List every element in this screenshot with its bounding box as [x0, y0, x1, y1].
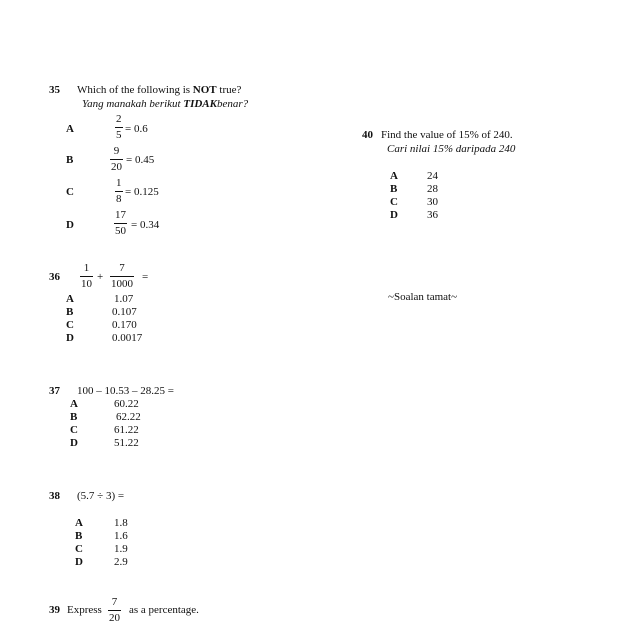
- option-letter: A: [70, 398, 78, 410]
- question-number: 37: [49, 385, 60, 397]
- option-letter: A: [66, 293, 74, 305]
- question-number: 36: [49, 271, 60, 283]
- option-letter: C: [66, 319, 74, 331]
- option-value: 0.107: [112, 306, 137, 318]
- question-text: 100 – 10.53 – 28.25 =: [77, 385, 174, 397]
- option-letter: D: [66, 219, 74, 231]
- option-letter: D: [70, 437, 78, 449]
- option-value: 2.9: [114, 556, 128, 568]
- option-value: 1.9: [114, 543, 128, 555]
- question-text-malay: Yang manakah berikut TIDAKbenar?: [82, 98, 249, 110]
- option-letter: A: [66, 123, 74, 135]
- option-value: 1.07: [114, 293, 134, 305]
- fraction: 7 1000: [111, 262, 133, 290]
- fraction: 1 10: [81, 262, 92, 290]
- question-number: 35: [49, 84, 60, 96]
- option-letter: B: [390, 183, 398, 195]
- option-value: 28: [427, 183, 438, 195]
- option-letter: A: [75, 517, 83, 529]
- end-of-questions-label: ~Soalan tamat~: [388, 291, 458, 303]
- option-letter: C: [390, 196, 398, 208]
- question-text-suffix: as a percentage.: [129, 604, 199, 616]
- option-letter: D: [390, 209, 398, 221]
- option-letter: C: [70, 424, 78, 436]
- option-value: 1.6: [114, 530, 128, 542]
- option-letter: C: [75, 543, 83, 555]
- fraction: 1 8: [116, 177, 122, 205]
- option-value: = 0.6: [125, 123, 148, 135]
- option-value: 24: [427, 170, 438, 182]
- equals-sign: =: [142, 271, 149, 283]
- option-value: 0.0017: [112, 332, 143, 344]
- question-text-prefix: Express: [67, 604, 102, 616]
- question-text: Find the value of 15% of 240.: [381, 129, 513, 141]
- option-letter: D: [66, 332, 74, 344]
- option-letter: B: [70, 411, 78, 423]
- option-letter: B: [75, 530, 83, 542]
- question-text-malay: Cari nilai 15% daripada 240: [387, 143, 516, 155]
- option-letter: D: [75, 556, 83, 568]
- option-letter: C: [66, 186, 74, 198]
- option-value: 62.22: [116, 411, 141, 423]
- option-value: 36: [427, 209, 438, 221]
- option-value: = 0.125: [125, 186, 159, 198]
- option-letter: B: [66, 154, 74, 166]
- option-value: 1.8: [114, 517, 128, 529]
- fraction: 9 20: [111, 145, 122, 173]
- plus-sign: +: [97, 271, 104, 283]
- option-value: 61.22: [114, 424, 139, 436]
- question-text: (5.7 ÷ 3) =: [77, 490, 125, 502]
- option-value: 30: [427, 196, 438, 208]
- fraction: 17 50: [115, 209, 126, 237]
- question-number: 39: [49, 604, 60, 616]
- question-text: Which of the following is NOT true?: [77, 84, 242, 96]
- option-letter: A: [390, 170, 398, 182]
- question-number: 38: [49, 490, 60, 502]
- option-value: 60.22: [114, 398, 139, 410]
- question-number: 40: [362, 129, 373, 141]
- fraction: 2 5: [116, 113, 122, 141]
- option-value: = 0.45: [126, 154, 155, 166]
- option-value: 0.170: [112, 319, 137, 331]
- option-value: = 0.34: [131, 219, 160, 231]
- fraction: 7 20: [109, 596, 120, 624]
- option-letter: B: [66, 306, 74, 318]
- option-value: 51.22: [114, 437, 139, 449]
